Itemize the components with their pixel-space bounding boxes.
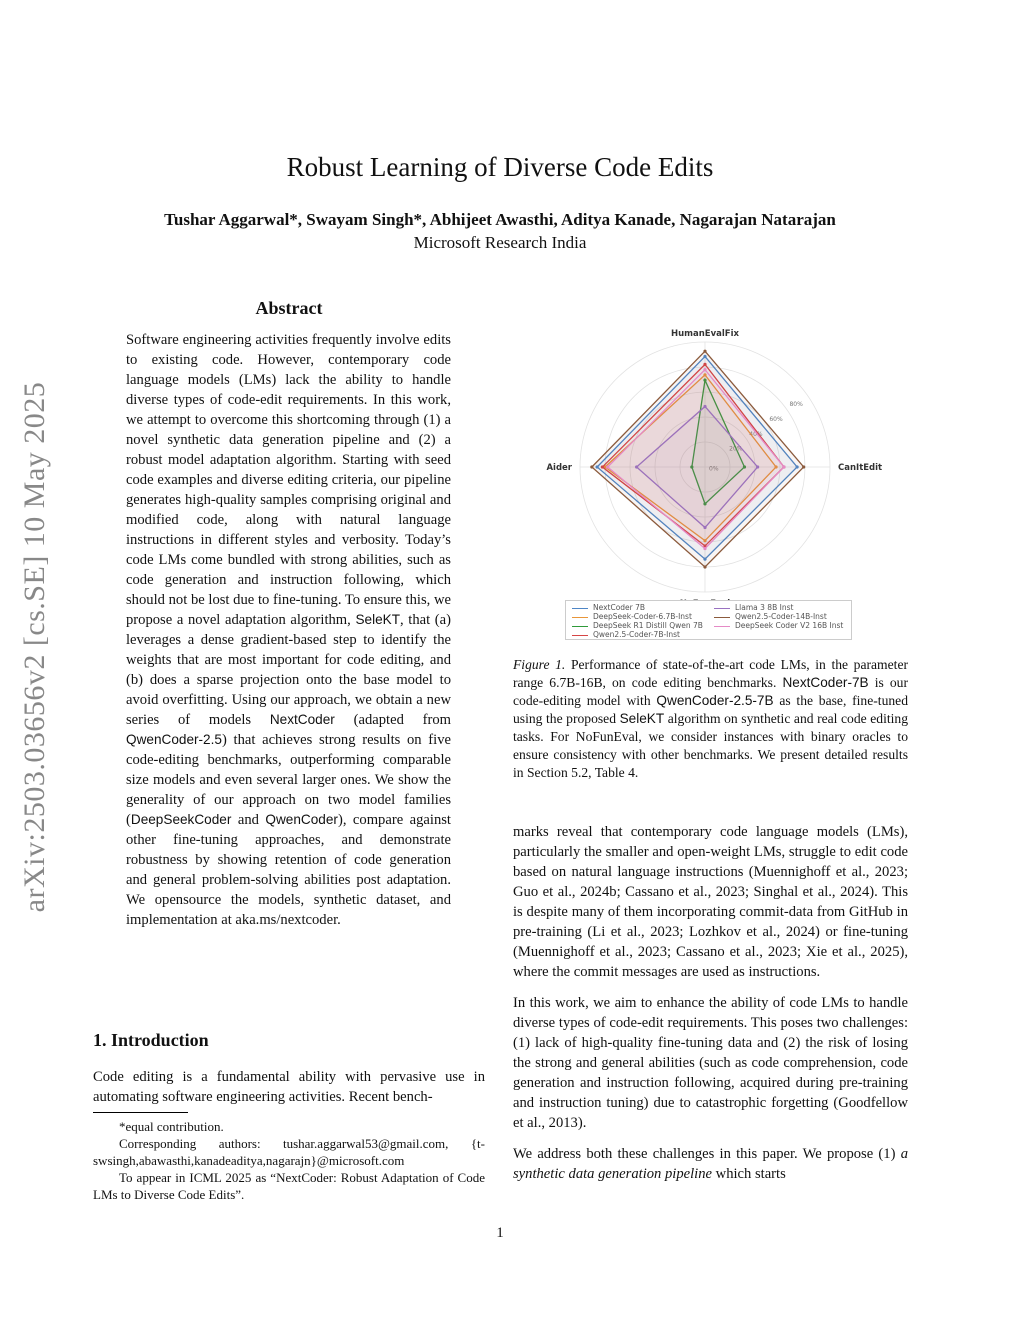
series-point — [782, 465, 785, 468]
legend-item — [572, 630, 680, 639]
legend-item — [572, 612, 692, 621]
ring-label: 60% — [769, 416, 783, 424]
ring-label: 0% — [709, 465, 719, 473]
author-list: Tushar Aggarwal*, Swayam Singh*, Abhijeet Awasthi, Aditya Kanade, Nagarajan Natarajan — [164, 210, 836, 229]
introduction-text: Code editing is a fundamental ability with pervasive use in automating software engineering activities. Recent bench- — [93, 1069, 485, 1105]
paragraph-challenges: In this work, we aim to enhance the ability of code LMs to handle diverse types of code-edit requirements. This poses two challenges: (1) lack of high-quality fine-tuning data and (2) the risk of losing the strong and general abilities (such as code comprehension, code generation and instruction following, acquired during pre-training and instruction tuning) due to catastrophic forgetting (Goodfellow et al., 2013). — [513, 995, 908, 1131]
series-point — [703, 565, 706, 568]
legend-item — [572, 621, 703, 630]
affiliation: Microsoft Research India — [413, 233, 587, 252]
legend-swatch — [714, 608, 730, 609]
legend-item — [572, 603, 645, 612]
legend-item — [714, 603, 793, 612]
legend-label: NextCoder 7B — [593, 603, 646, 612]
series-point — [802, 465, 805, 468]
figure-caption: Figure 1. Performance of state-of-the-art code LMs, in the parameter range 6.7B-16B, on code editing benchmarks. NextCoder-7B is our code-editing model with QwenCoder-2.5-7B as the base, fine-tuned using the proposed SeleKT algorithm on synthetic and real code editing tasks. For NoFunEval, we consider instances with binary oracles to ensure consistency with other benchmarks. We present detailed results in Section 5.2, Table 4. — [513, 657, 909, 780]
axis-label: HumanEvalFix — [670, 329, 740, 339]
paper-title: Robust Learning of Diverse Code Edits — [286, 152, 714, 182]
legend-label: DeepSeek Coder V2 16B Inst — [735, 621, 844, 630]
legend-label: Qwen2.5-Coder-14B-Inst — [735, 612, 827, 621]
emph-pipeline: a synthetic data generation pipeline — [513, 1146, 908, 1182]
axis-label: CanItEdit — [838, 463, 883, 473]
ring-label: 20% — [729, 445, 743, 453]
caption-model-c: SeleKT — [619, 711, 665, 726]
axis-label: Aider — [546, 463, 572, 473]
page-number: 1 — [496, 1225, 504, 1241]
legend-swatch — [572, 617, 588, 618]
radar-chart — [535, 292, 883, 648]
series-point — [590, 465, 593, 468]
figure-label: Figure 1. — [513, 657, 566, 672]
deepseekcoder-term: DeepSeekCoder — [130, 812, 232, 827]
nextcoder-term: NextCoder — [269, 712, 335, 727]
caption-model-a: NextCoder-7B — [782, 675, 869, 690]
legend-swatch — [572, 608, 588, 609]
abstract-body: Software engineering activities frequently involve edits to existing code. However, contemporary code language models (LMs) lack the ability to handle diverse types of code-edit requirements. In this work, we attempt to overcome this shortcoming through (1) a novel synthetic data generation pipeline and (2) a robust model adaptation algorithm. Starting with seed code examples and diverse editing criteria, our pipeline generates high-quality samples comprising original and modified code, along with natural language instructions in different styles and verbosity. Today’s code LMs come bundled with strong abilities, such as code generation and instruction following, which should not be lost due to fine-tuning. To ensure this, we propose a novel adaptation algorithm, SeleKT, that (a) leverages a dense gradient-based step to identify the weights that are most important for code editing, and (b) does a sparse projection onto the base model to avoid overfitting. Using our approach, we obtain a new series of models NextCoder (adapted from QwenCoder-2.5) that achieves strong results on five code-editing benchmarks, outperforming comparable size models and even several larger ones. We show the generality of our approach on two model families (DeepSeekCoder and QwenCoder), compare against other fine-tuning approaches, and demonstrate robustness by showing retention of code generation and general problem-solving abilities post adaptation. We opensource the models, synthetic dataset, and implementation at aka.ms/nextcoder. — [126, 332, 452, 928]
ring-label: 40% — [749, 430, 763, 438]
legend-label: Llama 3 8B Inst — [735, 603, 794, 612]
paragraph-benchmarks: marks reveal that contemporary code language models (LMs), particularly the smaller and open-weight LMs, struggle to edit code based on natural language instructions (Muennighoff et al., 2023; Guo et al., 2024b; Cassano et al., 2023; Singhal et al., 2024). This is despite many of them incorporating commit-data from GitHub in pre-training (Li et al., 2023; Lozhkov et al., 2024) or fine-tuning (Muennighoff et al., 2023; Cassano et al., 2023; Xie et al., 2025), where the commit messages are used as instructions. — [513, 824, 908, 980]
series-point — [703, 350, 706, 353]
legend-swatch — [714, 626, 730, 627]
qwencoder-term-2: QwenCoder — [265, 812, 338, 827]
arxiv-identifier: arXiv:2503.03656v2 [cs.SE] 10 May 2025 — [18, 381, 51, 913]
right-column-text — [513, 822, 908, 1195]
abstract-heading: Abstract — [255, 298, 323, 318]
series-point — [703, 547, 706, 550]
legend-swatch — [572, 635, 588, 636]
footnote-venue: To appear in ICML 2025 as “NextCoder: Robust Adaptation of Code LMs to Diverse Code Edits”. — [93, 1170, 485, 1202]
series-point — [703, 368, 706, 371]
series-point — [606, 465, 609, 468]
paragraph-contributions: We address both these challenges in this paper. We propose (1) a synthetic data generation pipeline which starts — [513, 1146, 908, 1182]
legend-item — [714, 621, 843, 630]
footnote-corresponding: Corresponding authors: tushar.aggarwal53@gmail.com, {t-swsingh,abawasthi,kanadeaditya,nagarajn}@microsoft.com — [93, 1136, 485, 1168]
legend-swatch — [714, 617, 730, 618]
legend-label: DeepSeek-Coder-6.7B-Inst — [593, 612, 692, 621]
legend-item — [714, 612, 827, 621]
selekt-term: SeleKT — [355, 612, 401, 627]
legend-swatch — [572, 626, 588, 627]
section-heading-introduction: 1. Introduction — [93, 1030, 209, 1050]
footnote-equal-contribution: *equal contribution. — [119, 1119, 224, 1134]
footnotes — [93, 1118, 485, 1203]
qwencoder-term: QwenCoder-2.5 — [126, 732, 222, 747]
chart-legend — [565, 600, 852, 640]
legend-label: Qwen2.5-Coder-7B-Inst — [593, 630, 680, 639]
ring-label: 80% — [789, 401, 803, 409]
footnote-rule — [93, 1112, 188, 1113]
legend-label: DeepSeek R1 Distill Qwen 7B — [593, 621, 703, 630]
caption-model-b: QwenCoder-2.5-7B — [656, 693, 774, 708]
